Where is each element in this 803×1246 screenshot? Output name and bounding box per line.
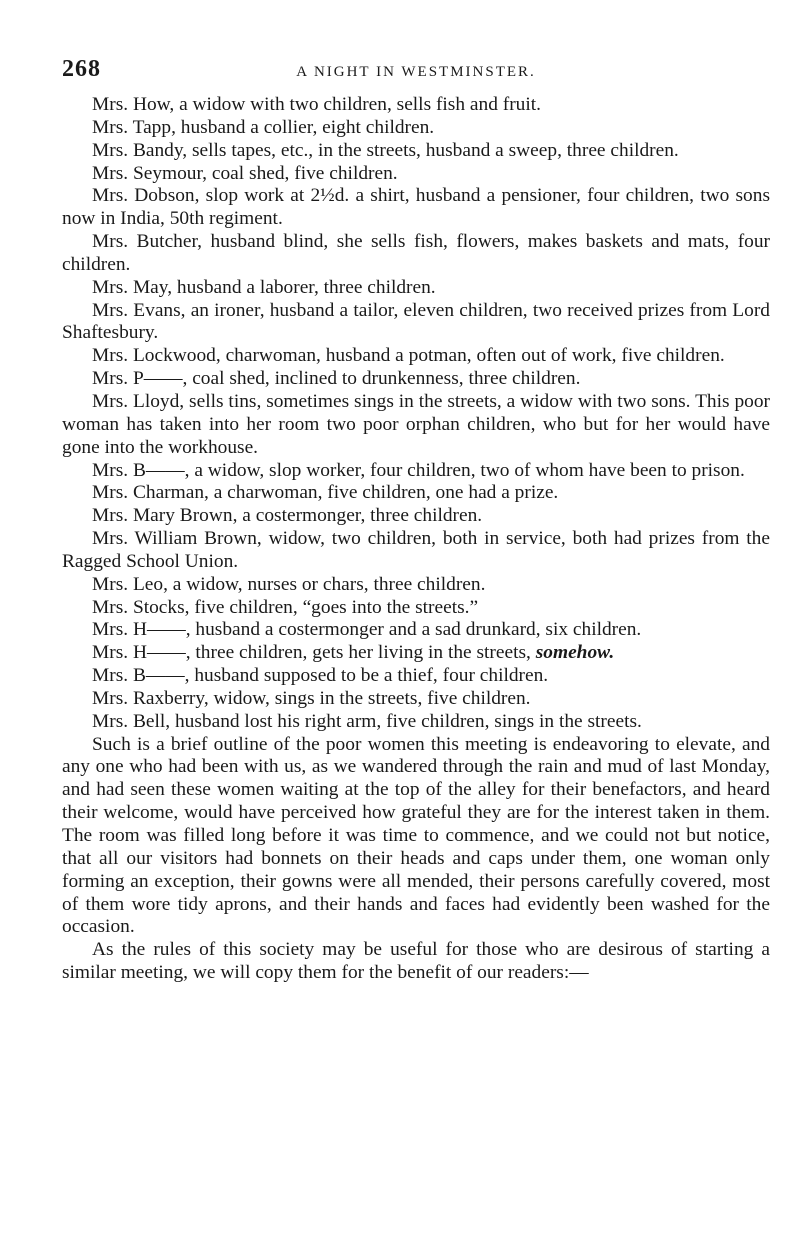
list-item: Mrs. Dobson, slop work at 2½d. a shirt, husband a pensioner, four children, two sons now in India, 50th regiment.	[62, 185, 770, 230]
list-item-text: Mrs. H——, three children, gets her living in the streets,	[92, 642, 531, 664]
page-number: 268	[62, 56, 101, 82]
list-item: Mrs. Bell, husband lost his right arm, five children, sings in the streets.	[92, 710, 642, 732]
list-item: Mrs. William Brown, widow, two children, both in service, both had prizes from the Ragged School Union.	[62, 528, 770, 572]
list-item: Mrs. Stocks, five children, “goes into the streets.”	[92, 596, 479, 618]
document-page	[62, 56, 770, 985]
running-head: A NIGHT IN WESTMINSTER.	[296, 64, 536, 80]
body-text	[62, 94, 770, 985]
list-item: Mrs. Evans, an ironer, husband a tailor, eleven children, two received prizes from Lord Shaftesbury.	[62, 299, 770, 344]
body-paragraph: Such is a brief outline of the poor women this meeting is endeavoring to elevate, and any one who had been with us, as we wandered through the rain and mud of last Monday, and had seen these women waiting at the top of the alley for their benefactors, and heard their welcome, would have perceived how grateful they are for the interest taken in them. The room was filled long before it was time to commence, and we could not but notice, that all our visitors had bonnets on their heads and caps under them, one woman only forming an exception, their gowns were all mended, their persons carefully covered, most of them wore tidy aprons, and their hands and faces had evidently been washed for the occasion.	[62, 733, 770, 938]
list-item: Mrs. Bandy, sells tapes, etc., in the streets, husband a sweep, three children.	[92, 139, 679, 161]
list-item: Mrs. B——, a widow, slop worker, four children, two of whom have been to prison.	[92, 459, 745, 481]
list-item: Mrs. Tapp, husband a collier, eight children.	[92, 116, 435, 138]
list-item: Mrs. Butcher, husband blind, she sells fish, flowers, makes baskets and mats, four children.	[62, 231, 770, 275]
list-item: Mrs. Charman, a charwoman, five children, one had a prize.	[92, 482, 559, 504]
list-item: Mrs. Lloyd, sells tins, sometimes sings in the streets, a widow with two sons. This poor woman has taken into her room two poor orphan children, who but for her would have gone into the workhouse.	[62, 390, 770, 458]
list-item: Mrs. Lockwood, charwoman, husband a potman, often out of work, five children.	[92, 345, 725, 367]
list-item: Mrs. H——, husband a costermonger and a sad drunkard, six children.	[92, 619, 642, 641]
emphasis-somehow: somehow.	[535, 642, 615, 664]
list-item: Mrs. Raxberry, widow, sings in the streets, five children.	[92, 687, 531, 709]
list-item: Mrs. How, a widow with two children, sells fish and fruit.	[92, 94, 541, 115]
list-item: Mrs. May, husband a laborer, three children.	[92, 276, 436, 298]
list-item: Mrs. Mary Brown, a costermonger, three children.	[92, 505, 483, 527]
list-item	[62, 642, 770, 665]
page-header	[62, 56, 770, 90]
list-item: Mrs. B——, husband supposed to be a thief, four children.	[92, 665, 549, 687]
list-item: Mrs. P——, coal shed, inclined to drunkenness, three children.	[92, 368, 581, 390]
list-item: Mrs. Leo, a widow, nurses or chars, three children.	[92, 573, 486, 595]
list-item: Mrs. Seymour, coal shed, five children.	[92, 162, 398, 184]
body-paragraph: As the rules of this society may be useful for those who are desirous of starting a similar meeting, we will copy them for the benefit of our readers:—	[62, 939, 770, 984]
